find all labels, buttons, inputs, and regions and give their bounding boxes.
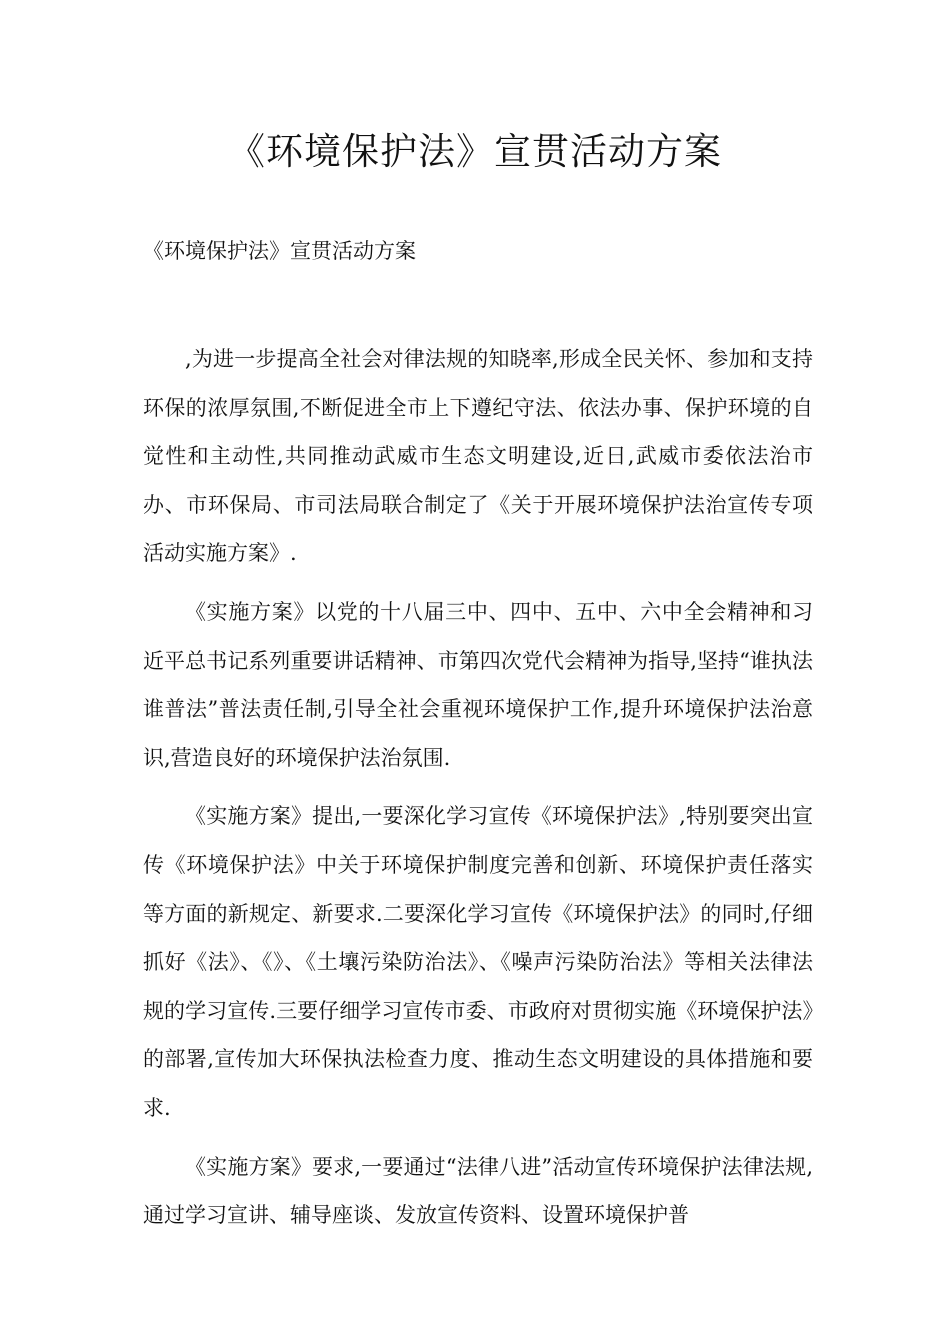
paragraph: 《实施方案》提出,一要深化学习宣传《环境保护法》,特别要突出宣传《环境保护法》中关于环境保护制度完善和创新、环境保护责任落实等方面的新规定、新要求.二要深化学习宣传《环境保护法》的同时,仔细抓好《法》、《》、《土壤污染防治法》、《噪声污染防治法》等相关法律法规的学习宣传.三要仔细学习宣传市委、市政府对贯彻实施《环境保护法》的部署,宣传加大环保执法检查力度、推动生态文明建设的具体措施和要求.: [143, 804, 813, 1120]
document-title: 《环境保护法》宣贯活动方案: [228, 130, 722, 173]
document-body: [143, 335, 813, 1250]
document-subtitle: 《环境保护法》宣贯活动方案: [143, 239, 416, 263]
paragraph: ,为进一步提高全社会对律法规的知晓率,形成全民关怀、参加和支持环保的浓厚氛围,不断促进全市上下遵纪守法、依法办事、保护环境的自觉性和主动性,共同推动武威市生态文明建设,近日,武威市委依法治市办、市环保局、市司法局联合制定了《关于开展环境保护法治宣传专项活动实施方案》.: [143, 347, 813, 566]
paragraph: 《实施方案》要求,一要通过“法律八进”活动宣传环境保护法律法规,通过学习宣讲、辅导座谈、发放宣传资料、设置环境保护普: [143, 1154, 813, 1228]
paragraph: 《实施方案》以党的十八届三中、四中、五中、六中全会精神和习近平总书记系列重要讲话精神、市第四次党代会精神为指导,坚持“谁执法谁普法”普法责任制,引导全社会重视环境保护工作,提升环境保护法治意识,营造良好的环境保护法治氛围.: [143, 599, 813, 770]
